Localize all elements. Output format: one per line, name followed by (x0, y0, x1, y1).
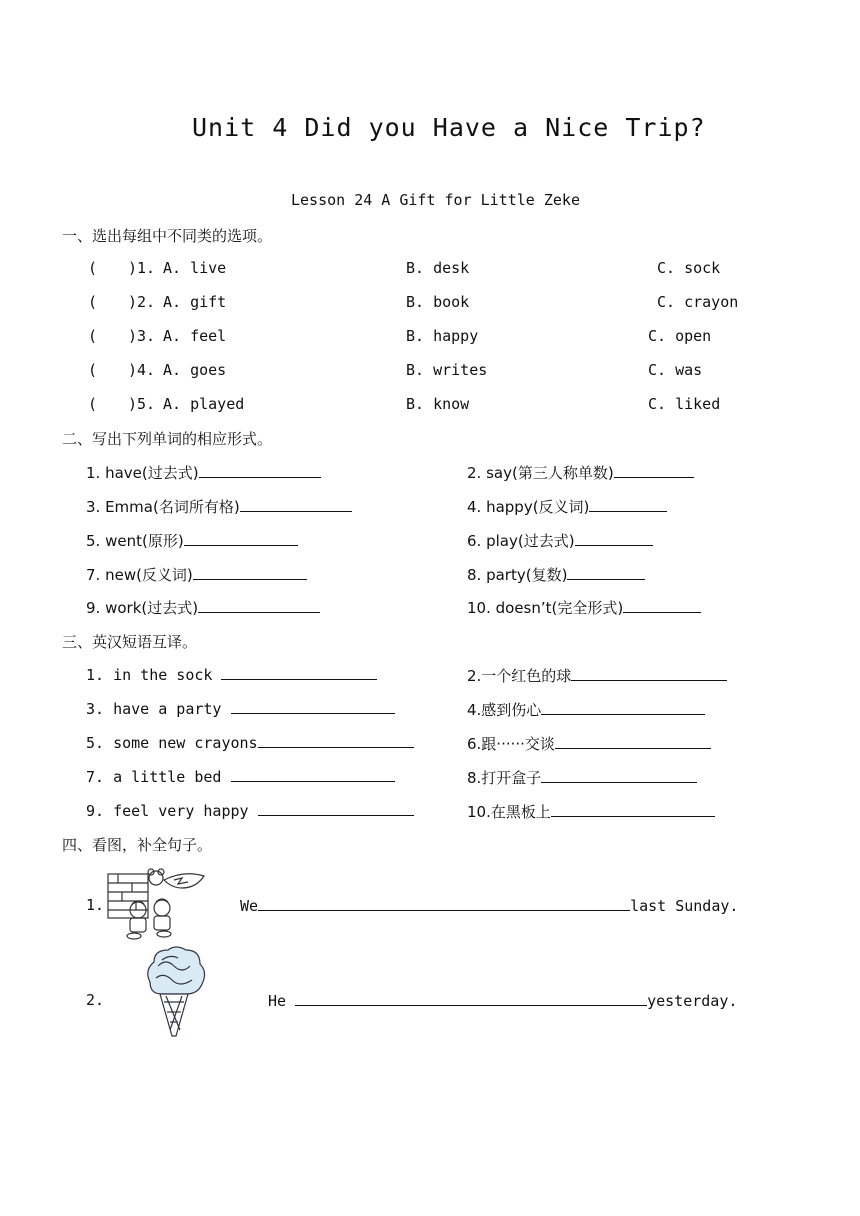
word-form-item (467, 462, 694, 483)
answer-blank[interactable] (567, 565, 645, 580)
answer-blank[interactable] (541, 700, 705, 715)
word-form-label: 2. say(第三人称单数) (467, 464, 614, 482)
section1-heading: 一、选出每组中不同类的选项。 (62, 227, 273, 245)
word-form-label: 3. Emma(名词所有格) (86, 498, 240, 516)
option-a: A. feel (163, 327, 227, 345)
option-a: A. live (163, 259, 227, 277)
section3-heading: 三、英汉短语互译。 (62, 633, 198, 651)
phrase-label: 1. in the sock (86, 666, 222, 684)
answer-blank[interactable] (571, 666, 727, 681)
word-form-label: 1. have(过去式) (86, 464, 199, 482)
phrase-label: 5. some new crayons (86, 734, 258, 752)
phrase-label: 7. a little bed (86, 768, 231, 786)
picture-question-number: 2. (86, 991, 105, 1009)
word-form-item (86, 530, 298, 551)
answer-blank[interactable] (551, 802, 715, 817)
answer-bracket[interactable]: ( (88, 327, 98, 345)
phrase-label: 2.一个红色的球 (467, 667, 572, 685)
word-form-label: 7. new(反义词) (86, 566, 193, 584)
word-form-item (86, 564, 307, 585)
option-b: B. know (406, 395, 470, 413)
section2-heading: 二、写出下列单词的相应形式。 (62, 430, 273, 448)
picture-question-number: 1. (86, 896, 105, 914)
answer-blank[interactable] (614, 463, 694, 478)
option-b: B. book (406, 293, 470, 311)
answer-bracket[interactable]: ( (88, 361, 98, 379)
answer-bracket[interactable]: ( (88, 259, 98, 277)
option-c: C. was (648, 361, 703, 379)
lesson-subtitle: Lesson 24 A Gift for Little Zeke (291, 191, 580, 209)
word-form-item (467, 564, 645, 585)
section4-heading: 四、看图，补全句子。 (62, 836, 213, 854)
answer-blank[interactable] (589, 497, 667, 512)
answer-blank[interactable] (258, 896, 630, 911)
option-a: A. gift (163, 293, 227, 311)
phrase-label: 8.打开盒子 (467, 769, 542, 787)
phrase-item (86, 733, 414, 752)
word-form-label: 6. play(过去式) (467, 532, 575, 550)
answer-blank[interactable] (541, 768, 697, 783)
phrase-label: 4.感到伤心 (467, 701, 542, 719)
answer-blank[interactable] (258, 801, 414, 816)
answer-bracket[interactable]: ( (88, 293, 98, 311)
page-title: Unit 4 Did you Have a Nice Trip? (192, 113, 706, 142)
answer-blank[interactable] (240, 497, 352, 512)
option-c: C. open (648, 327, 712, 345)
option-c: C. sock (657, 259, 721, 277)
answer-blank[interactable] (199, 463, 321, 478)
word-form-label: 5. went(原形) (86, 532, 184, 550)
answer-blank[interactable] (295, 991, 647, 1006)
word-form-label: 4. happy(反义词) (467, 498, 590, 516)
option-b: B. writes (406, 361, 488, 379)
word-form-label: 10. doesn’t(完全形式) (467, 599, 624, 617)
ice-cream-illustration (140, 944, 210, 1042)
sentence-start: We (240, 897, 259, 915)
phrase-item (467, 801, 715, 822)
answer-blank[interactable] (258, 733, 414, 748)
phrase-label: 10.在黑板上 (467, 803, 551, 821)
word-form-label: 8. party(复数) (467, 566, 568, 584)
answer-blank[interactable] (221, 665, 377, 680)
word-form-item (467, 496, 667, 517)
answer-blank[interactable] (231, 767, 395, 782)
answer-blank[interactable] (184, 531, 298, 546)
item-number: )4. (128, 361, 156, 379)
sentence-end: last Sunday. (630, 897, 739, 915)
phrase-item (86, 699, 395, 718)
item-number: )5. (128, 395, 156, 413)
answer-blank[interactable] (555, 734, 711, 749)
answer-bracket[interactable]: ( (88, 395, 98, 413)
answer-blank[interactable] (575, 531, 653, 546)
phrase-item (467, 699, 705, 720)
option-b: B. happy (406, 327, 479, 345)
word-form-item (86, 462, 321, 483)
kids-at-zoo-illustration (104, 866, 212, 942)
word-form-item (86, 597, 320, 618)
phrase-item (86, 665, 377, 684)
option-c: C. crayon (657, 293, 739, 311)
answer-blank[interactable] (193, 565, 307, 580)
word-form-item (467, 530, 653, 551)
option-c: C. liked (648, 395, 721, 413)
item-number: )2. (128, 293, 156, 311)
word-form-item (467, 597, 701, 618)
phrase-item (467, 767, 697, 788)
item-number: )1. (128, 259, 156, 277)
sentence-end: yesterday. (647, 992, 738, 1010)
item-number: )3. (128, 327, 156, 345)
phrase-label: 9. feel very happy (86, 802, 258, 820)
answer-blank[interactable] (623, 598, 701, 613)
option-a: A. goes (163, 361, 227, 379)
phrase-item (467, 733, 711, 754)
sentence-start: He (268, 992, 296, 1010)
sentence-line (268, 991, 737, 1010)
word-form-label: 9. work(过去式) (86, 599, 199, 617)
phrase-label: 3. have a party (86, 700, 231, 718)
answer-blank[interactable] (231, 699, 395, 714)
phrase-item (86, 801, 414, 820)
answer-blank[interactable] (198, 598, 320, 613)
phrase-label: 6.跟······交谈 (467, 735, 555, 753)
word-form-item (86, 496, 352, 517)
sentence-line (240, 896, 738, 915)
phrase-item (86, 767, 395, 786)
option-b: B. desk (406, 259, 470, 277)
phrase-item (467, 665, 727, 686)
option-a: A. played (163, 395, 245, 413)
